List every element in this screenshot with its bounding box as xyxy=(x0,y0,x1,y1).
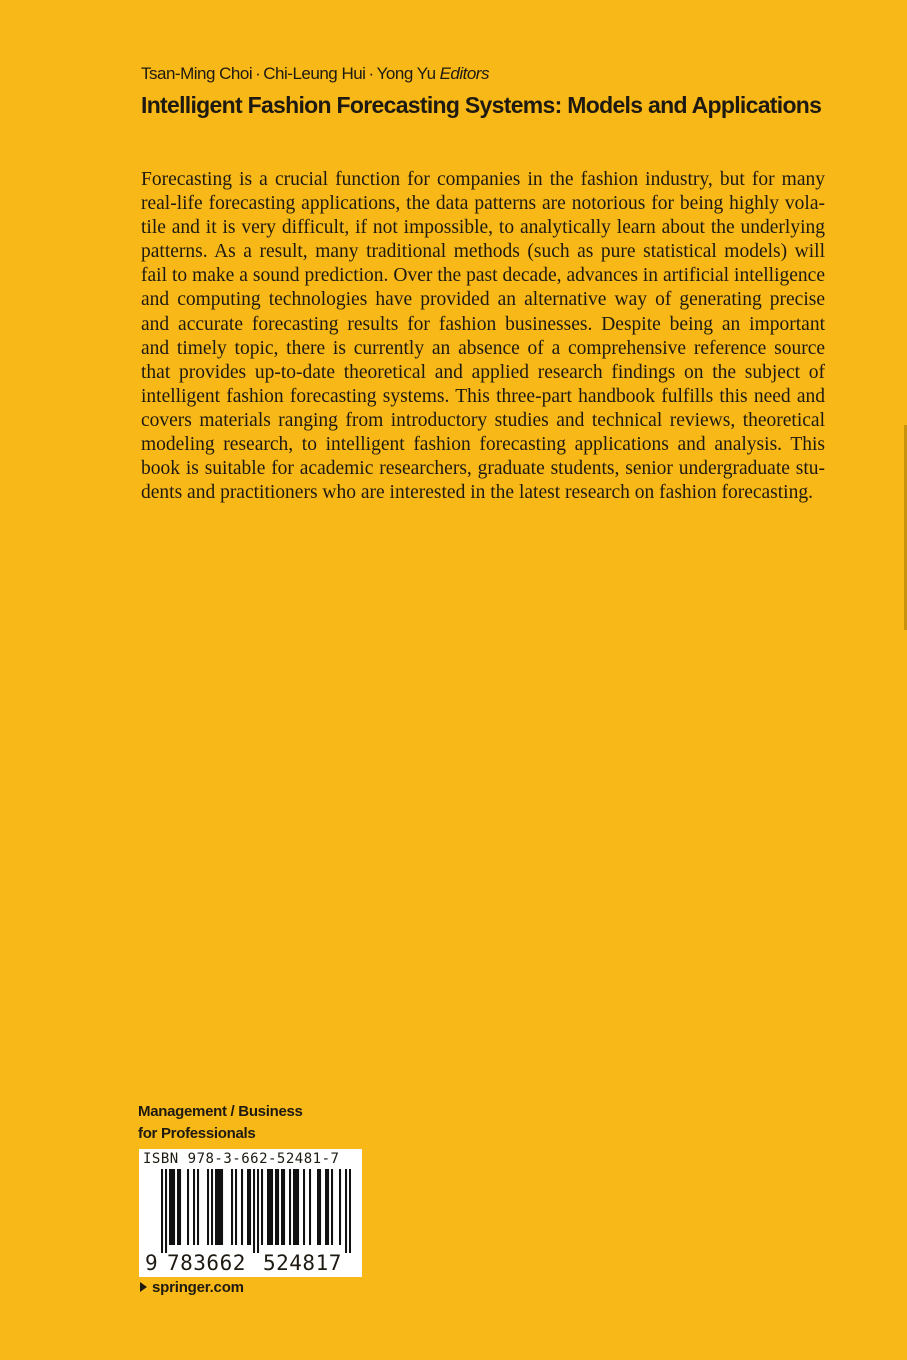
barcode-bar xyxy=(261,1169,263,1245)
description-line: covers materials ranging from introductory studies and technical reviews, theoretical xyxy=(141,409,825,431)
barcode-bar xyxy=(241,1169,243,1245)
barcode-bar xyxy=(297,1169,299,1245)
book-title: Intelligent Fashion Forecasting Systems: Models and Applications xyxy=(141,92,822,118)
description-line: tile and it is very difficult, if not impossible, to analytically learn about the underlying xyxy=(141,217,825,239)
description-line: and timely topic, there is currently an absence of a comprehensive reference source xyxy=(141,337,825,359)
barcode-bar xyxy=(319,1169,321,1245)
barcode-guard-bar xyxy=(345,1169,347,1253)
arrow-right-icon xyxy=(140,1282,147,1292)
ean-left-digits: 783662 xyxy=(167,1251,246,1275)
description-line: and computing technologies have provided an alternative way of generating precise xyxy=(141,289,825,311)
barcode-bar xyxy=(331,1169,333,1245)
website-link-text: springer.com xyxy=(152,1279,244,1296)
barcode-bar xyxy=(169,1169,171,1245)
barcode-bar xyxy=(219,1169,221,1245)
description-line: intelligent fashion forecasting systems. This three-part handbook fulfills this need and xyxy=(141,385,825,407)
barcode-bar xyxy=(275,1169,277,1245)
ean-lead-digit: 9 xyxy=(145,1251,158,1275)
category-line: for Professionals xyxy=(138,1125,256,1142)
barcode-guard-bar xyxy=(253,1169,255,1253)
description-line: modeling research, to intelligent fashion forecasting applications and analysis. This xyxy=(141,434,825,456)
barcode-bar xyxy=(217,1169,219,1245)
ean-right-digits: 524817 xyxy=(263,1251,342,1275)
description-line: dents and practitioners who are interested in the latest research on fashion forecasting. xyxy=(141,482,813,504)
barcode-bar xyxy=(179,1169,181,1245)
publisher-website[interactable] xyxy=(140,1279,244,1296)
description-line: fail to make a sound prediction. Over the past decade, advances in artificial intelligence xyxy=(141,265,825,287)
description-line: that provides up-to-date theoretical and applied research findings on the subject of xyxy=(141,361,825,383)
isbn-label: ISBN 978-3-662-52481-7 xyxy=(143,1151,340,1167)
barcode-bar xyxy=(173,1169,175,1245)
barcode-bar xyxy=(221,1169,223,1245)
barcode-guard-bar xyxy=(257,1169,259,1253)
editors-role: Editors xyxy=(439,64,489,83)
barcode-bar xyxy=(249,1169,251,1245)
barcode-guard-bar xyxy=(165,1169,167,1253)
barcode-bar xyxy=(293,1169,295,1245)
barcode-bar xyxy=(295,1169,297,1245)
barcode-bar xyxy=(197,1169,199,1245)
barcode-bar xyxy=(281,1169,283,1245)
barcode-bar xyxy=(327,1169,329,1245)
barcode-bar xyxy=(215,1169,217,1245)
barcode-guard-bar xyxy=(161,1169,163,1253)
description-line: and accurate forecasting results for fashion businesses. Despite being an important xyxy=(141,313,825,335)
barcode-bar xyxy=(211,1169,213,1245)
author-name: Tsan-Ming Choi xyxy=(141,64,253,83)
barcode-bar xyxy=(325,1169,327,1245)
barcode-bar xyxy=(193,1169,195,1245)
isbn-barcode xyxy=(139,1149,362,1277)
book-description xyxy=(141,168,825,505)
barcode-bar xyxy=(303,1169,305,1245)
barcode-bar xyxy=(271,1169,273,1245)
barcode-bar xyxy=(171,1169,173,1245)
barcode-bar xyxy=(177,1169,179,1245)
barcode-bar xyxy=(283,1169,285,1245)
description-line: patterns. As a result, many traditional methods (such as pure statistical models) will xyxy=(141,241,825,263)
author-separator: · xyxy=(255,64,261,83)
barcode-bar xyxy=(231,1169,233,1245)
barcode-bar xyxy=(207,1169,209,1245)
barcode-bar xyxy=(277,1169,279,1245)
barcode-bar xyxy=(309,1169,311,1245)
barcode-bar xyxy=(235,1169,237,1245)
description-line: book is suitable for academic researchers, graduate students, senior undergraduate stu- xyxy=(141,458,825,480)
author-name: Chi-Leung Hui xyxy=(263,64,366,83)
barcode-bar xyxy=(339,1169,341,1245)
author-name: Yong Yu xyxy=(376,64,436,83)
description-line: real-life forecasting applications, the data patterns are notorious for being highly vola- xyxy=(141,193,825,215)
author-separator: · xyxy=(368,64,374,83)
barcode-bar xyxy=(247,1169,249,1245)
barcode-guard-bar xyxy=(349,1169,351,1253)
barcode-bar xyxy=(269,1169,271,1245)
category-line: Management / Business xyxy=(138,1103,303,1120)
editors-line xyxy=(141,64,489,84)
subject-category xyxy=(138,1101,303,1145)
barcode-bar xyxy=(289,1169,291,1245)
barcode-bar xyxy=(187,1169,189,1245)
barcode-bars xyxy=(161,1169,351,1253)
barcode-bar xyxy=(267,1169,269,1245)
description-line: Forecasting is a crucial function for companies in the fashion industry, but for many xyxy=(141,169,825,190)
barcode-bar xyxy=(317,1169,319,1245)
